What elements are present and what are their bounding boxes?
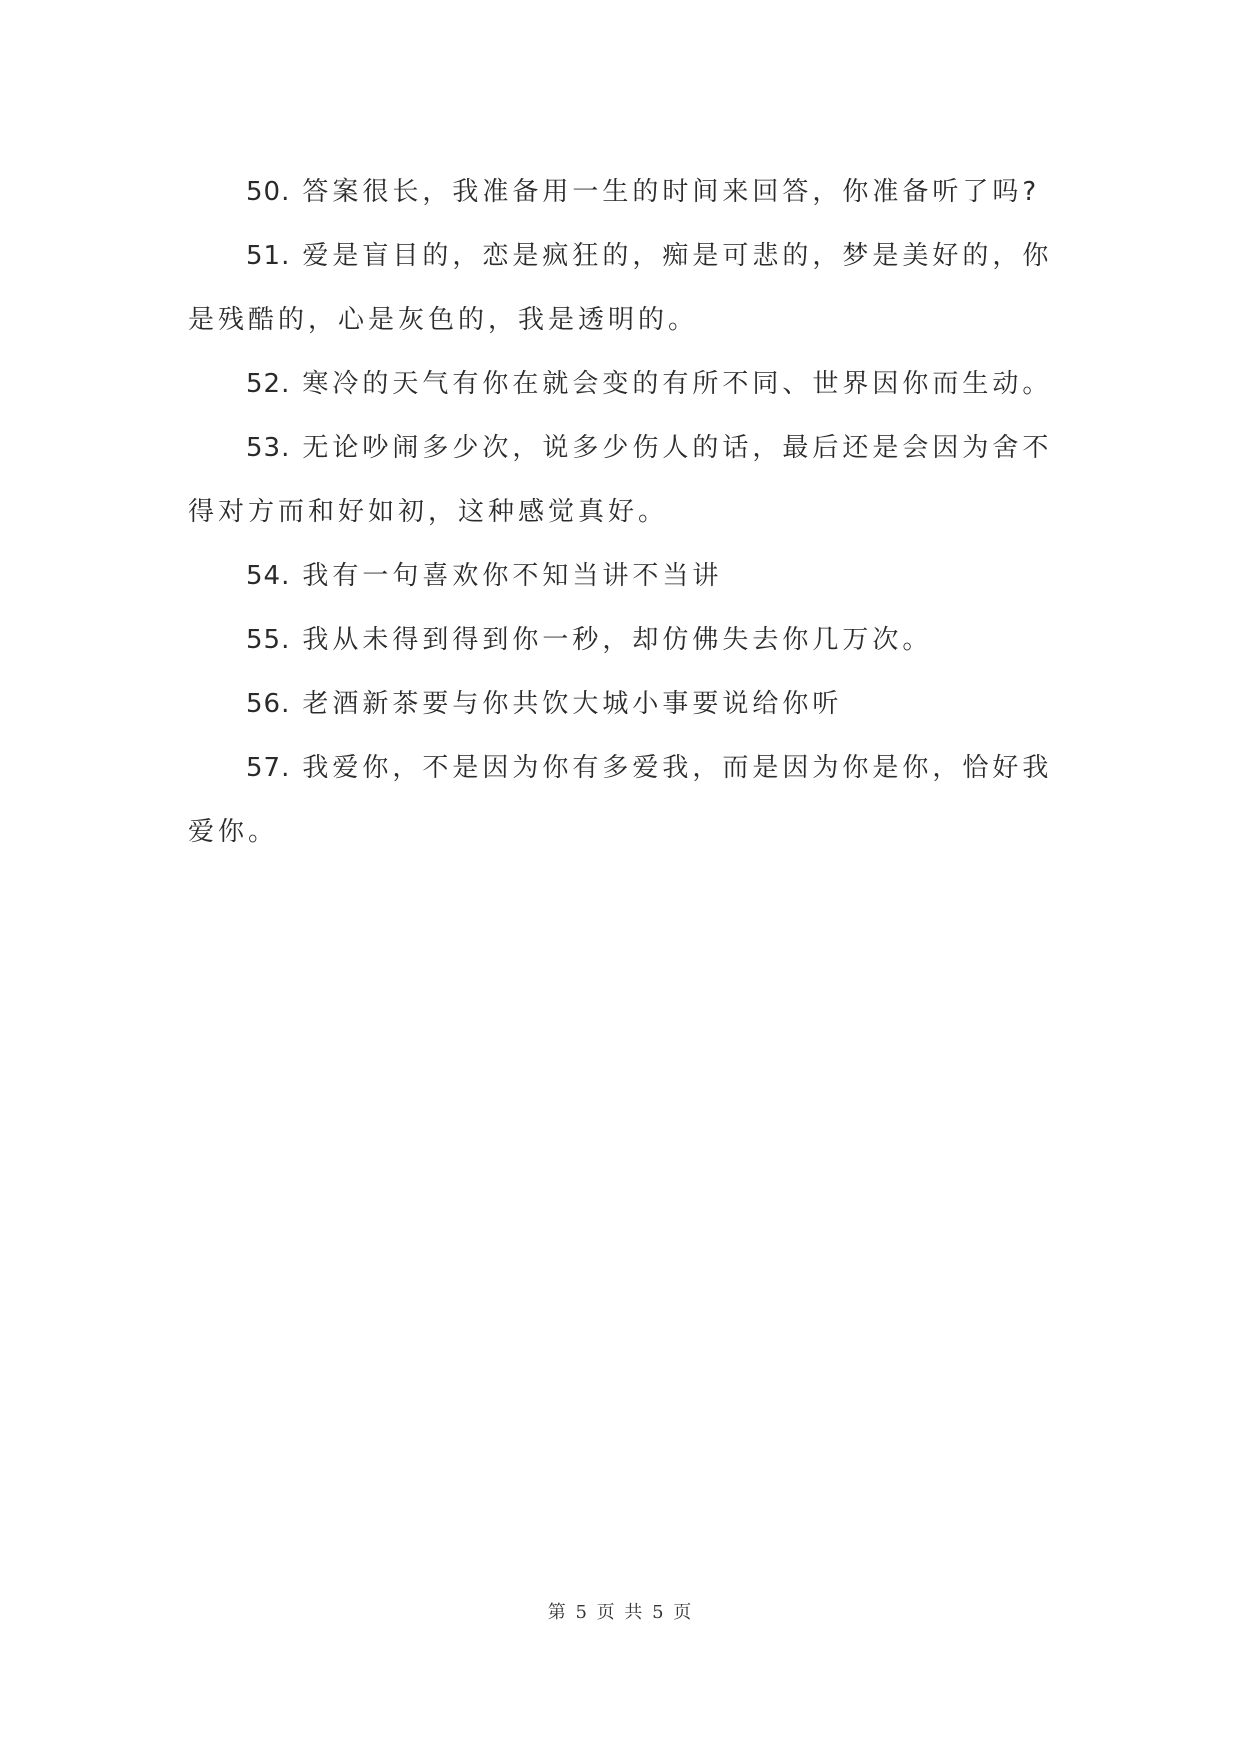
item-number: 54. bbox=[246, 561, 291, 591]
item-text: 我有一句喜欢你不知当讲不当讲 bbox=[302, 561, 723, 591]
list-item bbox=[188, 416, 1058, 544]
item-number: 57. bbox=[246, 753, 291, 783]
item-number: 53. bbox=[246, 433, 291, 463]
page-footer: 第 5 页 共 5 页 bbox=[547, 1602, 694, 1623]
item-number: 55. bbox=[246, 625, 291, 655]
item-text: 爱是盲目的，恋是疯狂的，痴是可悲的，梦是美好的，你是残酷的，心是灰色的，我是透明的。 bbox=[188, 241, 1053, 335]
list-item bbox=[188, 224, 1058, 352]
item-text: 无论吵闹多少次，说多少伤人的话，最后还是会因为舍不得对方而和好如初，这种感觉真好。 bbox=[188, 433, 1053, 527]
item-text: 我从未得到得到你一秒，却仿佛失去你几万次。 bbox=[302, 625, 933, 655]
document-body bbox=[188, 160, 1058, 864]
item-text: 答案很长，我准备用一生的时间来回答，你准备听了吗? bbox=[302, 177, 1041, 207]
item-number: 50. bbox=[246, 177, 291, 207]
item-text: 老酒新茶要与你共饮大城小事要说给你听 bbox=[302, 689, 843, 719]
item-number: 56. bbox=[246, 689, 291, 719]
item-number: 52. bbox=[246, 369, 291, 399]
list-item bbox=[188, 544, 1058, 608]
item-number: 51. bbox=[246, 241, 291, 271]
list-item bbox=[188, 352, 1058, 416]
item-text: 我爱你，不是因为你有多爱我，而是因为你是你，恰好我爱你。 bbox=[188, 753, 1053, 847]
list-item bbox=[188, 672, 1058, 736]
list-item bbox=[188, 608, 1058, 672]
list-item bbox=[188, 736, 1058, 864]
item-text: 寒冷的天气有你在就会变的有所不同、世界因你而生动。 bbox=[302, 369, 1053, 399]
list-item bbox=[188, 160, 1058, 224]
